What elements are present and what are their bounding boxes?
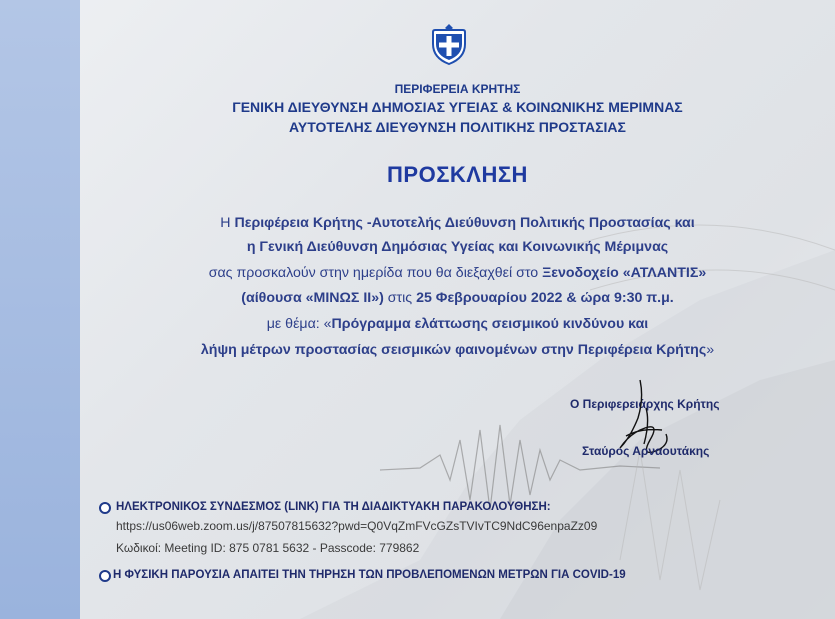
signatory-role: Ο Περιφερειάρχης Κρήτης — [570, 397, 720, 411]
topic: Πρόγραμμα ελάττωσης σεισμικού κινδύνου και — [331, 316, 649, 332]
body-text: σας προσκαλούν στην ημερίδα που θα διεξαχθεί στο — [208, 265, 543, 281]
body-line-2 — [100, 239, 815, 255]
header-directorate-civil: ΑΥΤΟΤΕΛΗΣ ΔΙΕΥΘΥΝΣΗ ΠΟΛΙΤΙΚΗΣ ΠΡΟΣΤΑΣΙΑΣ — [289, 119, 626, 135]
header-directorate-general: ΓΕΝΙΚΗ ΔΙΕΥΘΥΝΣΗ ΔΗΜΟΣΙΑΣ ΥΓΕΙΑΣ & ΚΟΙΝΩΝΙΚΗΣ ΜΕΡΙΜΝΑΣ — [232, 99, 683, 115]
bullet-icon — [99, 502, 111, 514]
body-line-3 — [100, 265, 815, 281]
body-line-4 — [100, 290, 815, 306]
body-text: με θέμα: « — [266, 316, 332, 332]
body-text: » — [706, 342, 715, 358]
body-text-bold: η Γενική Διεύθυνση Δημόσιας Υγείας και Κοινωνικής Μέριμνας — [246, 239, 669, 255]
body-text-bold: Περιφέρεια Κρήτης -Αυτοτελής Διεύθυνση Πολιτικής Προστασίας και — [234, 215, 695, 231]
bullet-icon — [99, 570, 111, 582]
room: (αίθουσα «ΜΙΝΩΣ ΙΙ») — [241, 290, 384, 306]
topic: λήψη μέτρων προστασίας σεισμικών φαινομένων στην Περιφέρεια Κρήτης — [200, 342, 707, 358]
body-line-5 — [100, 316, 815, 332]
body-text: Η — [220, 215, 235, 231]
covid-notice: Η ΦΥΣΙΚΗ ΠΑΡΟΥΣΙΑ ΑΠΑΙΤΕΙ ΤΗΝ ΤΗΡΗΣΗ ΤΩΝ ΠΡΟΒΛΕΠΟΜΕΝΩΝ ΜΕΤΡΩΝ ΓΙΑ COVID-19 — [113, 569, 626, 581]
header-region: ΠΕΡΙΦΕΡΕΙΑ ΚΡΗΤΗΣ — [394, 82, 521, 96]
meeting-codes: Κωδικοί: Meeting ID: 875 0781 5632 - Passcode: 779862 — [116, 541, 420, 555]
page-title: ΠΡΟΣΚΛΗΣΗ — [387, 162, 528, 187]
zoom-link[interactable]: https://us06web.zoom.us/j/87507815632?pwd=Q0VqZmFVcGZsTVIvTC9NdC96enpaZz09 — [116, 519, 598, 533]
body-line-1 — [100, 215, 815, 231]
event-date: 25 Φεβρουαρίου 2022 & ώρα 9:30 π.μ. — [416, 290, 674, 306]
link-heading: ΗΛΕΚΤΡΟΝΙΚΟΣ ΣΥΝΔΕΣΜΟΣ (LINK) ΓΙΑ ΤΗ ΔΙΑΔΙΚΤΥΑΚΗ ΠΑΡΑΚΟΛΟΥΘΗΣΗ: — [116, 501, 551, 513]
body-text: στις — [383, 290, 417, 306]
signatory-name: Σταύρος Αρναουτάκης — [582, 444, 710, 458]
greek-coat-of-arms-logo — [429, 22, 469, 66]
venue: Ξενοδοχείο «ΑΤΛΑΝΤΙΣ» — [542, 265, 707, 281]
body-line-6 — [100, 342, 815, 358]
